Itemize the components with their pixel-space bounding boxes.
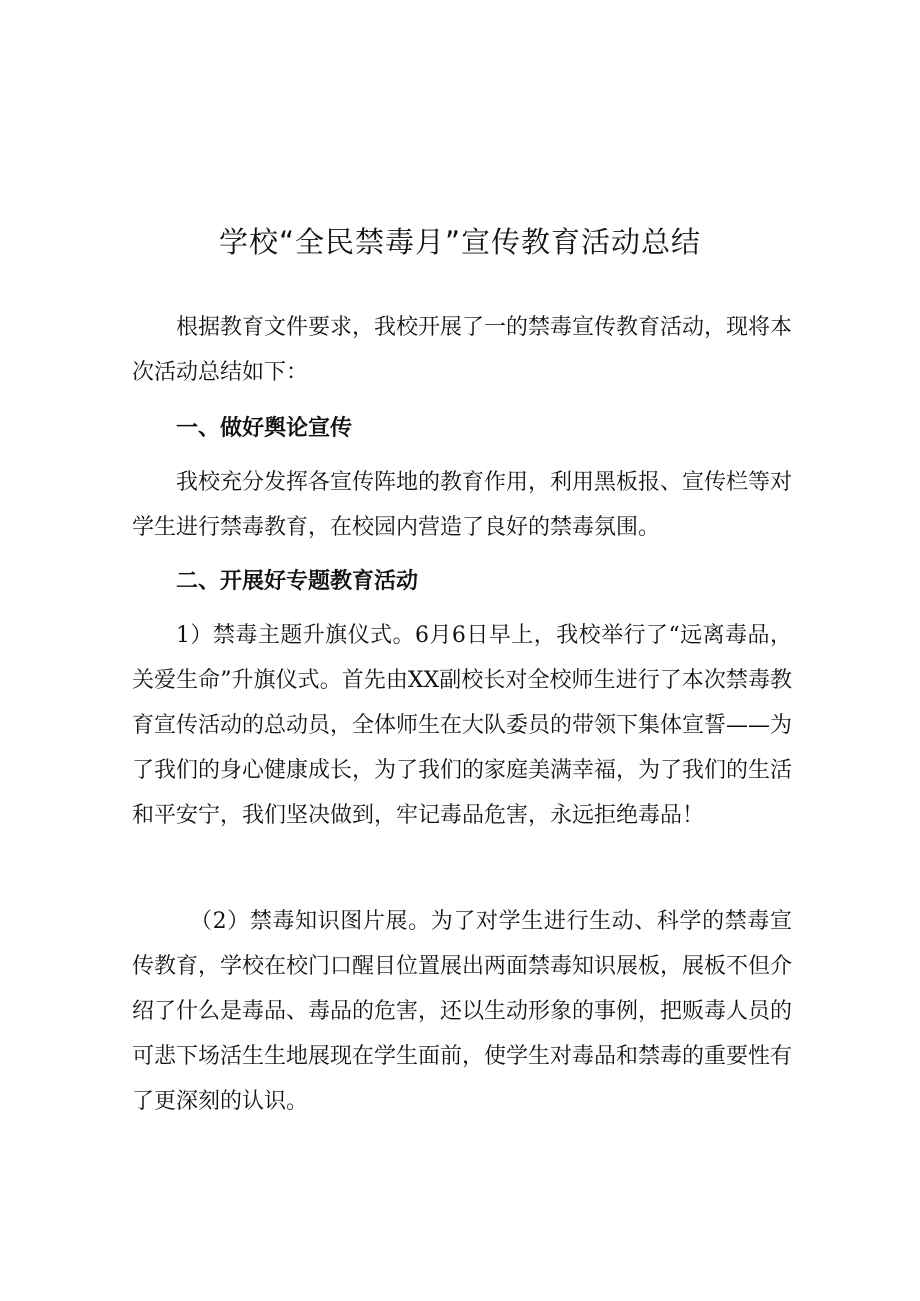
intro-paragraph: 根据教育文件要求，我校开展了一的禁毒宣传教育活动，现将本次活动总结如下： (132, 315, 793, 385)
section-heading-2: 二、开展好专题教育活动 (176, 569, 419, 594)
section-heading-1: 一、做好舆论宣传 (176, 416, 353, 441)
section-2-paragraph-1: 1）禁毒主题升旗仪式。6月6日早上，我校举行了“远离毒品，关爱生命”升旗仪式。首先由XX副校长对全校师生进行了本次禁毒教育宣传活动的总动员，全体师生在大队委员的带领下集体宣誓——为了我们的身心健康成长，为了我们的家庭美满幸福，为了我们的生活和平安宁，我们坚决做到，牢记毒品危害，永远拒绝毒品！ (132, 623, 793, 828)
section-2-paragraph-2: （2）禁毒知识图片展。为了对学生进行生动、科学的禁毒宣传教育，学校在校门口醒目位置展出两面禁毒知识展板，展板不但介绍了什么是毒品、毒品的危害，还以生动形象的事例，把贩毒人员的可悲下场活生生地展现在学生面前，使学生对毒品和禁毒的重要性有了更深刻的认识。 (132, 909, 793, 1114)
document-title: 学校“全民禁毒月”宣传教育活动总结 (218, 225, 702, 259)
section-1-paragraph-1: 我校充分发挥各宣传阵地的教育作用，利用黑板报、宣传栏等对学生进行禁毒教育，在校园内营造了良好的禁毒氛围。 (132, 470, 793, 540)
